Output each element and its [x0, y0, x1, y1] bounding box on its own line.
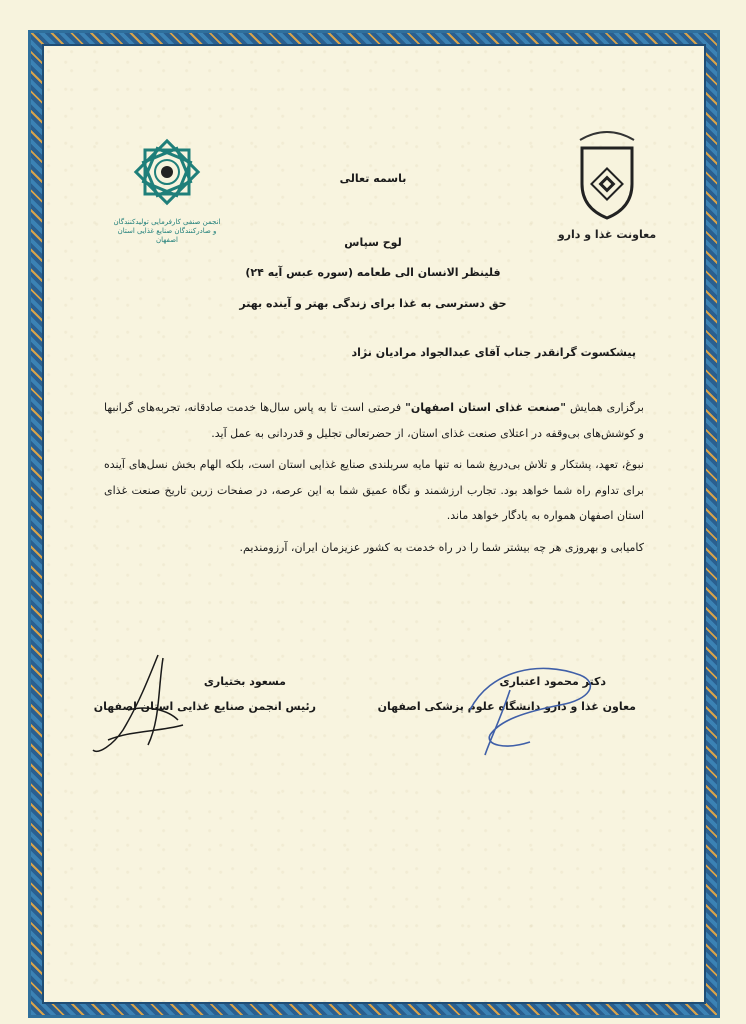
- event-name: "صنعت غذای استان اصفهان": [405, 401, 566, 414]
- certificate-title: لوح سپاس: [344, 236, 402, 249]
- association-logo: [112, 130, 222, 245]
- signer-right-name: دکتر محمود اعتباری: [499, 675, 606, 688]
- bismillah-heading: باسمه تعالی: [339, 172, 407, 185]
- association-logo-caption: انجمن صنفی کارفرمایی تولیدکنندگان و صادرکنندگان صنایع غذایی استان اصفهان: [113, 218, 221, 244]
- signer-left: [86, 675, 316, 713]
- signer-right: [376, 675, 636, 713]
- body-paragraph-2: نبوغ، تعهد، پشتکار و تلاش بی‌دریغ شما نه تنها مایه سربلندی صنایع غذایی استان است، بلکه الهام بخش نسل‌های آینده برای تداوم راه شما خواهد بود. تجارب ارزشمند و نگاه عمیق شما به این عرصه، در صفحات زرین تاریخ صنعت غذای استان اصفهان همواره به یادگار خواهد ماند.: [104, 458, 644, 522]
- signer-right-title: معاون غذا و دارو دانشگاه علوم پزشکی اصفهان: [377, 700, 636, 713]
- body-paragraph-3: کامیابی و بهروزی هر چه بیشتر شما را در راه خدمت به کشور عزیزمان ایران، آرزومندیم.: [239, 540, 644, 554]
- recipient-line: پیشکسوت گرانقدر جناب آقای عبدالجواد مرادیان نژاد: [351, 346, 636, 359]
- certificate-body: [104, 395, 644, 560]
- university-logo-caption: معاونت غذا و دارو: [557, 228, 657, 241]
- event-motto: حق دسترسی به غذا برای زندگی بهتر و آینده بهتر: [239, 297, 507, 310]
- body-paragraph-1: [104, 395, 644, 446]
- body-text: برگزاری همایش: [566, 401, 644, 414]
- signer-left-title: رئیس انجمن صنایع غذایی استان اصفهان: [93, 700, 316, 713]
- body-text: فرصتی است تا به پاس سال‌ها خدمت صادقانه، تجربه‌های گرانبها و کوشش‌های بی‌وقفه در اعتلای صنعت غذای استان، از حضرتعالی تجلیل و قدردانی به عمل آید.: [104, 401, 644, 440]
- quran-verse: فلینظر الانسان الی طعامه (سوره عبس آیه ۲۴): [245, 266, 501, 279]
- signer-left-name: مسعود بختیاری: [203, 675, 286, 688]
